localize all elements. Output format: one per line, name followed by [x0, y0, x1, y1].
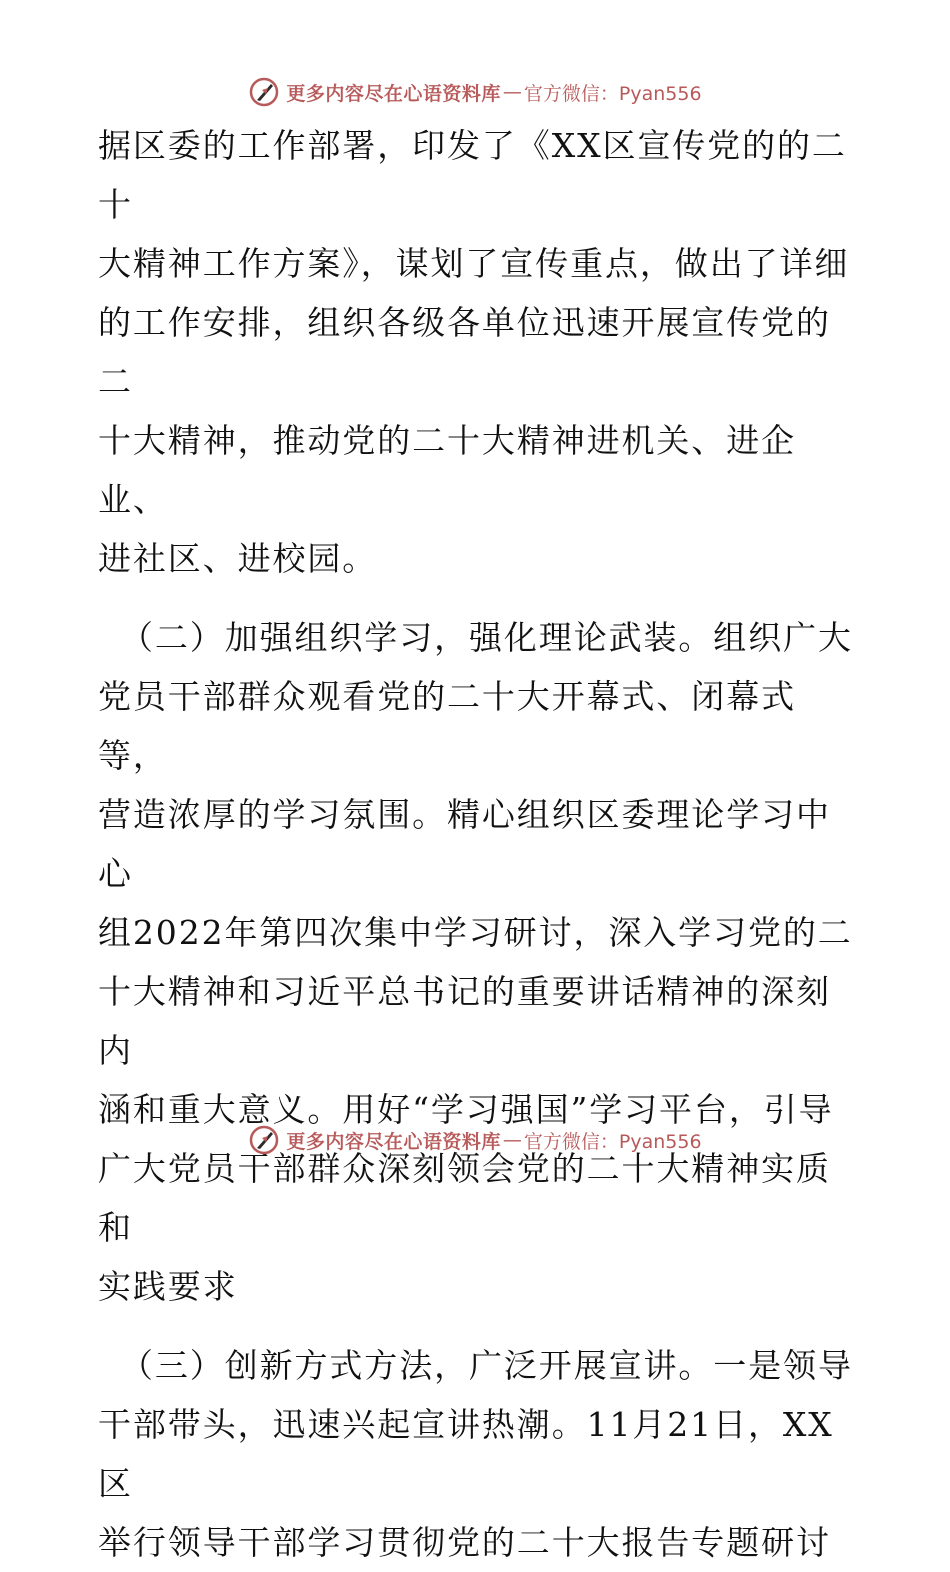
banner-dash: — — [502, 1129, 522, 1151]
banner-contact: 官方微信：Pyan556 — [523, 82, 702, 105]
line: 十大精神，推动党的二十大精神进机关、进企业、 — [98, 421, 796, 519]
banner-slogan: 更多内容尽在心语资料库 — [286, 82, 501, 105]
line: 干部带头，迅速兴起宣讲热潮。11月21日，XX区 — [98, 1405, 834, 1503]
paragraph-2 — [98, 608, 858, 1316]
line: 举行领导干部学习贯彻党的二十大报告专题研讨 — [98, 1523, 831, 1562]
line: （三）创新方式方法，广泛开展宣讲。一是领导 — [120, 1346, 853, 1385]
line: 进社区、进校园。 — [98, 539, 378, 578]
line: 组2022年第四次集中学习研讨，深入学习党的二 — [98, 913, 853, 952]
line: 党员干部群众观看党的二十大开幕式、闭幕式等， — [98, 677, 796, 775]
line: 营造浓厚的学习氛围。精心组织区委理论学习中心 — [98, 795, 831, 893]
banner-dash: — — [502, 81, 522, 103]
document-body — [98, 116, 858, 1572]
line: 据区委的工作部署，印发了《XX区宣传党的的二十 — [98, 126, 847, 224]
paragraph-3 — [98, 1336, 858, 1572]
line: （二）加强组织学习，强化理论武装。组织广大 — [120, 618, 853, 657]
feather-quill-logo-icon — [248, 1124, 280, 1156]
paragraph-1 — [98, 116, 858, 588]
banner-slogan: 更多内容尽在心语资料库 — [286, 1130, 501, 1153]
line: 涵和重大意义。用好“学习强国”学习平台，引导 — [98, 1090, 834, 1129]
line: 实践要求 — [98, 1267, 238, 1306]
header-banner — [0, 72, 950, 112]
line: 广大党员干部群众深刻领会党的二十大精神实质和 — [98, 1149, 831, 1247]
banner-contact: 官方微信：Pyan556 — [523, 1130, 702, 1153]
feather-quill-logo-icon — [248, 76, 280, 108]
line: 大精神工作方案》，谋划了宣传重点，做出了详细 — [98, 244, 850, 283]
line: 十大精神和习近平总书记的重要讲话精神的深刻内 — [98, 972, 831, 1070]
line: 的工作安排，组织各级各单位迅速开展宣传党的二 — [98, 303, 831, 401]
footer-banner — [0, 1120, 950, 1160]
